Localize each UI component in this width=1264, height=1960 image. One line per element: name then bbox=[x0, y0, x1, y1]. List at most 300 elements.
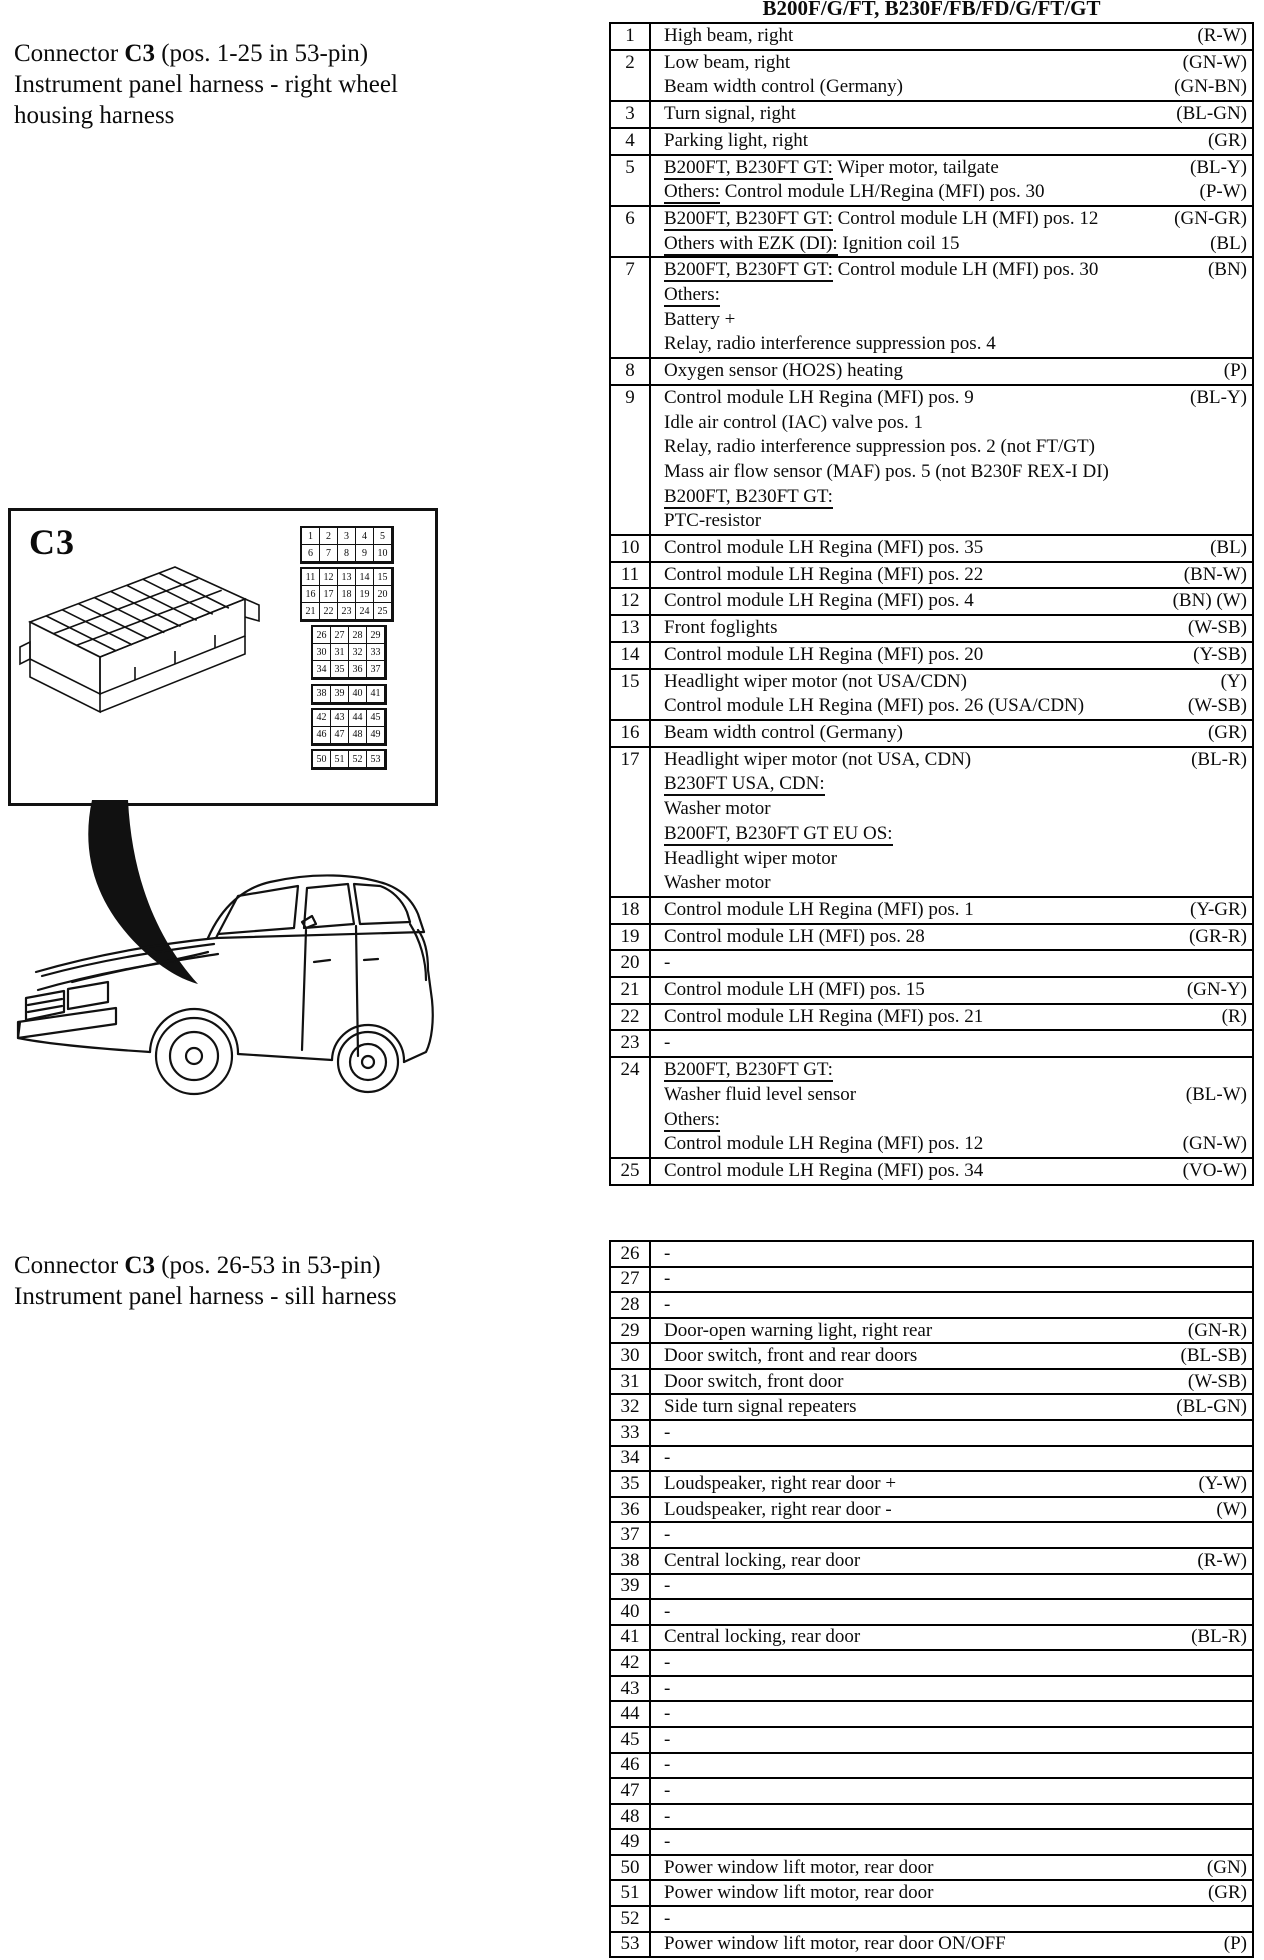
pin-number: 33 bbox=[611, 1421, 651, 1445]
pin-description-line bbox=[664, 1447, 1247, 1469]
pin-cell: 18 bbox=[337, 585, 356, 603]
pin-number: 37 bbox=[611, 1523, 651, 1547]
pin-description-line bbox=[664, 925, 1247, 950]
pin-description: Low beam, right bbox=[664, 51, 791, 73]
pin-description-line bbox=[664, 1108, 1247, 1133]
wire-color: (R-W) bbox=[1197, 1549, 1247, 1571]
pin-description: - bbox=[664, 1907, 671, 1929]
pin-description: Washer motor bbox=[664, 872, 771, 894]
pin-description: Mass air flow sensor (MAF) pos. 5 (not B230F REX-I DI) bbox=[664, 460, 1109, 482]
table-row bbox=[611, 589, 1252, 616]
pin-description: Headlight wiper motor bbox=[664, 847, 838, 869]
wire-color: (BL-GN) bbox=[1176, 1396, 1247, 1418]
pin-cell: 26 bbox=[312, 626, 331, 644]
pin-description-line bbox=[664, 24, 1247, 49]
pin-description-line bbox=[664, 1703, 1247, 1725]
pin-description-line bbox=[664, 721, 1247, 746]
pin-description-line bbox=[664, 1908, 1247, 1930]
pin-cell: 6 bbox=[301, 544, 320, 562]
pin-description-line bbox=[664, 772, 1247, 797]
table-row bbox=[611, 670, 1252, 721]
pin-grid-block bbox=[311, 684, 387, 705]
table-row bbox=[611, 1575, 1252, 1601]
heading-line: Instrument panel harness - sill harness bbox=[14, 1283, 397, 1310]
pin-number: 14 bbox=[611, 643, 651, 668]
pin-description-line bbox=[664, 1882, 1247, 1904]
pin-description-line bbox=[664, 359, 1247, 384]
pin-description-line bbox=[664, 75, 1247, 100]
pin-description-line bbox=[664, 1933, 1247, 1955]
pin-grid-block bbox=[300, 567, 394, 622]
pin-description-line bbox=[664, 670, 1247, 695]
pin-description: - bbox=[664, 952, 671, 974]
pin-number: 6 bbox=[611, 207, 651, 256]
pin-description-line bbox=[664, 1473, 1247, 1495]
pin-number: 29 bbox=[611, 1319, 651, 1343]
pin-description-line bbox=[664, 1058, 1247, 1083]
pin-number: 23 bbox=[611, 1031, 651, 1056]
wire-color: (BN-W) bbox=[1183, 563, 1247, 585]
pin-number: 28 bbox=[611, 1293, 651, 1317]
pin-number: 22 bbox=[611, 1005, 651, 1030]
pin-description-line bbox=[664, 1626, 1247, 1648]
table-row bbox=[611, 951, 1252, 978]
pin-cell: 53 bbox=[366, 750, 385, 768]
pin-description-line bbox=[664, 1550, 1247, 1572]
pin-description bbox=[664, 485, 833, 510]
pin-number: 19 bbox=[611, 925, 651, 950]
pin-description: Door switch, front door bbox=[664, 1370, 844, 1392]
table-row bbox=[611, 1472, 1252, 1498]
pin-description: Control module LH (MFI) pos. 28 bbox=[664, 925, 925, 947]
pin-cell: 12 bbox=[319, 568, 338, 586]
pin-grid-row bbox=[302, 586, 392, 603]
pin-description: - bbox=[664, 1677, 671, 1699]
pin-cell: 39 bbox=[330, 685, 349, 703]
pin-number: 42 bbox=[611, 1651, 651, 1675]
wire-color: (BL-Y) bbox=[1190, 156, 1247, 178]
wire-color: (GN) bbox=[1206, 1856, 1247, 1878]
pin-description: - bbox=[664, 1447, 671, 1469]
pin-number: 38 bbox=[611, 1549, 651, 1573]
table-row bbox=[611, 563, 1252, 590]
pin-cell: 10 bbox=[373, 544, 392, 562]
pin-grid-row bbox=[302, 603, 392, 620]
pin-description-line bbox=[664, 563, 1247, 588]
pin-cell: 32 bbox=[348, 643, 367, 661]
pin-number: 52 bbox=[611, 1907, 651, 1931]
wire-color: (W-SB) bbox=[1187, 1370, 1247, 1392]
table-row bbox=[611, 1549, 1252, 1575]
pin-description-line bbox=[664, 978, 1247, 1003]
pin-number: 36 bbox=[611, 1498, 651, 1522]
pin-description-line bbox=[664, 258, 1247, 283]
pin-grid-row bbox=[313, 710, 385, 727]
wire-color: (BL-Y) bbox=[1190, 386, 1247, 408]
table-row bbox=[611, 643, 1252, 670]
pin-description-line bbox=[664, 283, 1247, 308]
pin-number: 31 bbox=[611, 1370, 651, 1394]
variant-heading: B200FT, B230FT GT: bbox=[664, 259, 833, 281]
pin-cell: 16 bbox=[301, 585, 320, 603]
pin-grid-row bbox=[313, 627, 385, 644]
wire-color: (P) bbox=[1223, 1933, 1247, 1955]
pin-grid-row bbox=[302, 569, 392, 586]
pin-cell: 45 bbox=[366, 709, 385, 727]
pin-description: Control module LH Regina (MFI) pos. 20 bbox=[664, 643, 984, 665]
pin-number: 17 bbox=[611, 748, 651, 896]
pin-description: Beam width control (Germany) bbox=[664, 721, 904, 743]
pin-description-line bbox=[664, 1524, 1247, 1546]
pin-number: 10 bbox=[611, 536, 651, 561]
variant-heading: B200FT, B230FT GT: bbox=[664, 1059, 833, 1081]
table-row bbox=[611, 1370, 1252, 1396]
wire-color: (BL) bbox=[1210, 232, 1247, 254]
pin-cell: 42 bbox=[312, 709, 331, 727]
pin-description: Beam width control (Germany) bbox=[664, 76, 904, 98]
wire-color: (GR) bbox=[1207, 129, 1247, 151]
pin-cell: 9 bbox=[355, 544, 374, 562]
pin-cell: 25 bbox=[373, 602, 392, 620]
pin-cell: 27 bbox=[330, 626, 349, 644]
wire-color: (W-SB) bbox=[1187, 695, 1247, 717]
pin-description: - bbox=[664, 1703, 671, 1725]
pin-description: - bbox=[664, 1268, 671, 1290]
wire-color: (GN-BN) bbox=[1174, 76, 1247, 98]
wire-color: (BL) bbox=[1210, 537, 1247, 559]
pin-description-line bbox=[664, 1083, 1247, 1108]
pin-description: Door-open warning light, right rear bbox=[664, 1319, 933, 1341]
wire-color: (BL-R) bbox=[1191, 748, 1247, 770]
pin-description: Loudspeaker, right rear door + bbox=[664, 1472, 897, 1494]
pin-description-line bbox=[664, 1857, 1247, 1879]
pin-number: 21 bbox=[611, 978, 651, 1003]
table-row bbox=[611, 1447, 1252, 1473]
pin-description: Oxygen sensor (HO2S) heating bbox=[664, 360, 904, 382]
pin-description-line bbox=[664, 485, 1247, 510]
pin-description-line bbox=[664, 1754, 1247, 1776]
pin-description-line bbox=[664, 1499, 1247, 1521]
pin-description: - bbox=[664, 1831, 671, 1853]
pin-description: Control module LH Regina (MFI) pos. 1 bbox=[664, 898, 974, 920]
pin-grid-row bbox=[313, 686, 385, 703]
pin-description: - bbox=[664, 1575, 671, 1597]
table-row bbox=[611, 1779, 1252, 1805]
wire-color: (R-W) bbox=[1197, 25, 1247, 46]
pin-cell: 44 bbox=[348, 709, 367, 727]
table-row bbox=[611, 1319, 1252, 1345]
table-row bbox=[611, 1159, 1252, 1184]
pin-description-line bbox=[664, 1422, 1247, 1444]
pin-description: - bbox=[664, 1293, 671, 1315]
pin-description-line bbox=[664, 1268, 1247, 1290]
pin-table-26-53 bbox=[609, 1240, 1254, 1958]
table-row bbox=[611, 51, 1252, 102]
pin-number: 41 bbox=[611, 1626, 651, 1650]
pin-description: - bbox=[664, 1728, 671, 1750]
pin-number: 39 bbox=[611, 1575, 651, 1599]
pin-description: Others with EZK (DI): Ignition coil 15 bbox=[664, 232, 960, 254]
variant-heading: B230FT USA, CDN: bbox=[664, 773, 825, 795]
table-row bbox=[611, 129, 1252, 156]
pin-cell: 35 bbox=[330, 660, 349, 678]
pin-description-line bbox=[664, 51, 1247, 76]
pin-number: 47 bbox=[611, 1779, 651, 1803]
pin-description: Control module LH Regina (MFI) pos. 26 (USA/CDN) bbox=[664, 695, 1085, 717]
table-row bbox=[611, 1293, 1252, 1319]
pin-cell: 34 bbox=[312, 660, 331, 678]
pin-number: 3 bbox=[611, 102, 651, 127]
pin-number: 24 bbox=[611, 1058, 651, 1157]
pin-description-line bbox=[664, 1320, 1247, 1342]
pin-description: Power window lift motor, rear door bbox=[664, 1856, 934, 1878]
variant-heading: B200FT, B230FT GT: bbox=[664, 156, 833, 178]
table-row bbox=[611, 1830, 1252, 1856]
pin-cell: 3 bbox=[337, 527, 356, 545]
wire-color: (W-SB) bbox=[1187, 617, 1247, 639]
pin-number: 7 bbox=[611, 258, 651, 357]
wire-color: (GR) bbox=[1207, 1882, 1247, 1904]
pin-description: Loudspeaker, right rear door - bbox=[664, 1498, 892, 1520]
pin-number: 5 bbox=[611, 156, 651, 205]
pin-description-line bbox=[664, 232, 1247, 257]
pin-cell: 13 bbox=[337, 568, 356, 586]
pin-description: Control module LH Regina (MFI) pos. 34 bbox=[664, 1159, 984, 1181]
table-row bbox=[611, 1805, 1252, 1831]
pin-cell: 17 bbox=[319, 585, 338, 603]
arrow-pointer bbox=[88, 800, 198, 984]
pin-cell: 47 bbox=[330, 726, 349, 744]
pin-description-line bbox=[664, 207, 1247, 232]
table-row bbox=[611, 24, 1252, 51]
pin-number: 16 bbox=[611, 721, 651, 746]
pin-description-line bbox=[664, 536, 1247, 561]
pin-number: 44 bbox=[611, 1702, 651, 1726]
pin-description-line bbox=[664, 1678, 1247, 1700]
pin-number: 1 bbox=[611, 24, 651, 49]
wire-color: (Y-SB) bbox=[1193, 643, 1247, 665]
pin-description-line bbox=[664, 797, 1247, 822]
table-row bbox=[611, 1907, 1252, 1933]
table-row bbox=[611, 1626, 1252, 1652]
pin-grid-row bbox=[313, 644, 385, 661]
pin-cell: 37 bbox=[366, 660, 385, 678]
pin-description: - bbox=[664, 1242, 671, 1264]
pin-number: 15 bbox=[611, 670, 651, 719]
pin-description-line bbox=[664, 1294, 1247, 1316]
pin-description: Headlight wiper motor (not USA/CDN) bbox=[664, 670, 967, 692]
section-heading-1 bbox=[14, 38, 398, 131]
pin-cell: 11 bbox=[301, 568, 320, 586]
connector-label: C3 bbox=[29, 522, 75, 562]
heading-line: Connector C3 (pos. 1-25 in 53-pin) bbox=[14, 40, 369, 67]
pin-description-line bbox=[664, 694, 1247, 719]
table-row bbox=[611, 1702, 1252, 1728]
pin-number: 11 bbox=[611, 563, 651, 588]
pin-number: 25 bbox=[611, 1159, 651, 1184]
table-row bbox=[611, 1395, 1252, 1421]
pin-description bbox=[664, 283, 720, 308]
pin-description: - bbox=[664, 1600, 671, 1622]
pin-description bbox=[664, 772, 825, 797]
pin-grid-block bbox=[300, 526, 394, 564]
table-row bbox=[611, 1058, 1252, 1159]
pin-description-line bbox=[664, 1575, 1247, 1597]
table-row bbox=[611, 1600, 1252, 1626]
pin-description-line bbox=[664, 1780, 1247, 1802]
pin-number: 43 bbox=[611, 1677, 651, 1701]
pin-number: 48 bbox=[611, 1805, 651, 1829]
pin-number: 27 bbox=[611, 1268, 651, 1292]
pin-number: 13 bbox=[611, 616, 651, 641]
wire-color: (Y-GR) bbox=[1190, 898, 1247, 920]
wire-color: (GN-W) bbox=[1182, 1133, 1247, 1155]
pin-grid-row bbox=[313, 661, 385, 678]
pin-description: Control module LH Regina (MFI) pos. 22 bbox=[664, 563, 984, 585]
wire-color: (BL-SB) bbox=[1180, 1345, 1247, 1367]
pin-grid-row bbox=[302, 528, 392, 545]
pin-cell: 15 bbox=[373, 568, 392, 586]
pin-description-line bbox=[664, 898, 1247, 923]
table-row bbox=[611, 1242, 1252, 1268]
table-row bbox=[611, 1651, 1252, 1677]
pin-grid bbox=[300, 526, 435, 773]
pin-grid-row bbox=[302, 545, 392, 562]
pin-cell: 36 bbox=[348, 660, 367, 678]
pin-description: Central locking, rear door bbox=[664, 1549, 861, 1571]
pin-description-line bbox=[664, 951, 1247, 976]
table-row bbox=[611, 1754, 1252, 1780]
pin-description: B200FT, B230FT GT: Control module LH (MFI) pos. 12 bbox=[664, 207, 1099, 229]
pin-description-line bbox=[664, 589, 1247, 614]
pin-cell: 43 bbox=[330, 709, 349, 727]
wire-color: (GR) bbox=[1207, 721, 1247, 743]
pin-description-line bbox=[664, 1159, 1247, 1184]
pin-description-line bbox=[664, 1132, 1247, 1157]
pin-description bbox=[664, 822, 893, 847]
pin-number: 9 bbox=[611, 386, 651, 534]
pin-description: - bbox=[664, 1421, 671, 1443]
pin-number: 45 bbox=[611, 1728, 651, 1752]
table-row bbox=[611, 721, 1252, 748]
pin-number: 26 bbox=[611, 1242, 651, 1266]
variant-heading: Others: bbox=[664, 284, 720, 306]
pin-description: Washer motor bbox=[664, 798, 771, 820]
pin-description-line bbox=[664, 180, 1247, 205]
pin-description-line bbox=[664, 1601, 1247, 1623]
pin-cell: 29 bbox=[366, 626, 385, 644]
pin-cell: 24 bbox=[355, 602, 374, 620]
pin-description-line bbox=[664, 129, 1247, 154]
pin-number: 4 bbox=[611, 129, 651, 154]
pin-number: 2 bbox=[611, 51, 651, 100]
pin-description: Others: Control module LH/Regina (MFI) pos. 30 bbox=[664, 181, 1045, 203]
pin-number: 35 bbox=[611, 1472, 651, 1496]
pin-description-line bbox=[664, 1806, 1247, 1828]
pin-number: 46 bbox=[611, 1754, 651, 1778]
wire-color: (R) bbox=[1221, 1005, 1247, 1027]
pin-description: - bbox=[664, 1779, 671, 1801]
pin-cell: 20 bbox=[373, 585, 392, 603]
pin-cell: 51 bbox=[330, 750, 349, 768]
wire-color: (P-W) bbox=[1199, 181, 1247, 203]
pin-cell: 46 bbox=[312, 726, 331, 744]
pin-description: Power window lift motor, rear door ON/OFF bbox=[664, 1933, 1006, 1955]
table-row bbox=[611, 1421, 1252, 1447]
pin-description: High beam, right bbox=[664, 25, 794, 46]
wire-color: (GN-Y) bbox=[1186, 979, 1247, 1001]
pin-description-line bbox=[664, 411, 1247, 436]
pin-description: Control module LH Regina (MFI) pos. 9 bbox=[664, 386, 974, 408]
wire-color: (GR-R) bbox=[1188, 925, 1247, 947]
pin-description-line bbox=[664, 748, 1247, 773]
pin-cell: 31 bbox=[330, 643, 349, 661]
pin-description-line bbox=[664, 1345, 1247, 1367]
pin-number: 40 bbox=[611, 1600, 651, 1624]
table-row bbox=[611, 1523, 1252, 1549]
table-row bbox=[611, 1268, 1252, 1294]
pin-number: 50 bbox=[611, 1856, 651, 1880]
pin-description: Control module LH Regina (MFI) pos. 35 bbox=[664, 537, 984, 559]
pin-grid-row bbox=[313, 727, 385, 744]
pin-description: Control module LH (MFI) pos. 15 bbox=[664, 979, 925, 1001]
table-row bbox=[611, 616, 1252, 643]
pin-cell: 40 bbox=[348, 685, 367, 703]
pin-description: Side turn signal repeaters bbox=[664, 1396, 857, 1418]
pin-number: 12 bbox=[611, 589, 651, 614]
wire-color: (BL-W) bbox=[1185, 1083, 1247, 1105]
section-heading-2 bbox=[14, 1250, 397, 1312]
pin-cell: 41 bbox=[366, 685, 385, 703]
wire-color: (BN) (W) bbox=[1172, 590, 1247, 612]
pin-description: Relay, radio interference suppression pos. 4 bbox=[664, 333, 996, 355]
table-row bbox=[611, 207, 1252, 258]
pin-grid-block bbox=[311, 625, 387, 680]
pin-cell: 30 bbox=[312, 643, 331, 661]
pin-cell: 28 bbox=[348, 626, 367, 644]
pin-description-line bbox=[664, 1005, 1247, 1030]
table-row bbox=[611, 1881, 1252, 1907]
pin-description: Turn signal, right bbox=[664, 103, 796, 125]
wire-color: (GN-R) bbox=[1187, 1319, 1247, 1341]
pin-cell: 33 bbox=[366, 643, 385, 661]
wire-color: (Y) bbox=[1220, 670, 1247, 692]
pin-description-line bbox=[664, 616, 1247, 641]
pin-description-line bbox=[664, 156, 1247, 181]
pin-description-line bbox=[664, 460, 1247, 485]
pin-cell: 48 bbox=[348, 726, 367, 744]
pin-cell: 19 bbox=[355, 585, 374, 603]
pin-description: Relay, radio interference suppression pos. 2 (not FT/GT) bbox=[664, 436, 1095, 458]
table-row bbox=[611, 1344, 1252, 1370]
pin-number: 30 bbox=[611, 1344, 651, 1368]
variant-heading: B200FT, B230FT GT: bbox=[664, 485, 833, 507]
table-row bbox=[611, 1498, 1252, 1524]
pin-description bbox=[664, 1108, 720, 1133]
pin-cell: 49 bbox=[366, 726, 385, 744]
variant-heading: B200FT, B230FT GT EU OS: bbox=[664, 822, 893, 844]
pin-cell: 5 bbox=[373, 527, 392, 545]
pin-description-line bbox=[664, 102, 1247, 127]
pin-description: - bbox=[664, 1652, 671, 1674]
table-row bbox=[611, 925, 1252, 952]
pin-description: Headlight wiper motor (not USA, CDN) bbox=[664, 748, 972, 770]
pin-description: B200FT, B230FT GT: Control module LH (MFI) pos. 30 bbox=[664, 259, 1099, 281]
variant-heading: Others with EZK (DI): bbox=[664, 232, 838, 254]
pin-description: Central locking, rear door bbox=[664, 1626, 861, 1648]
table-row bbox=[611, 536, 1252, 563]
pin-grid-row bbox=[313, 751, 385, 768]
